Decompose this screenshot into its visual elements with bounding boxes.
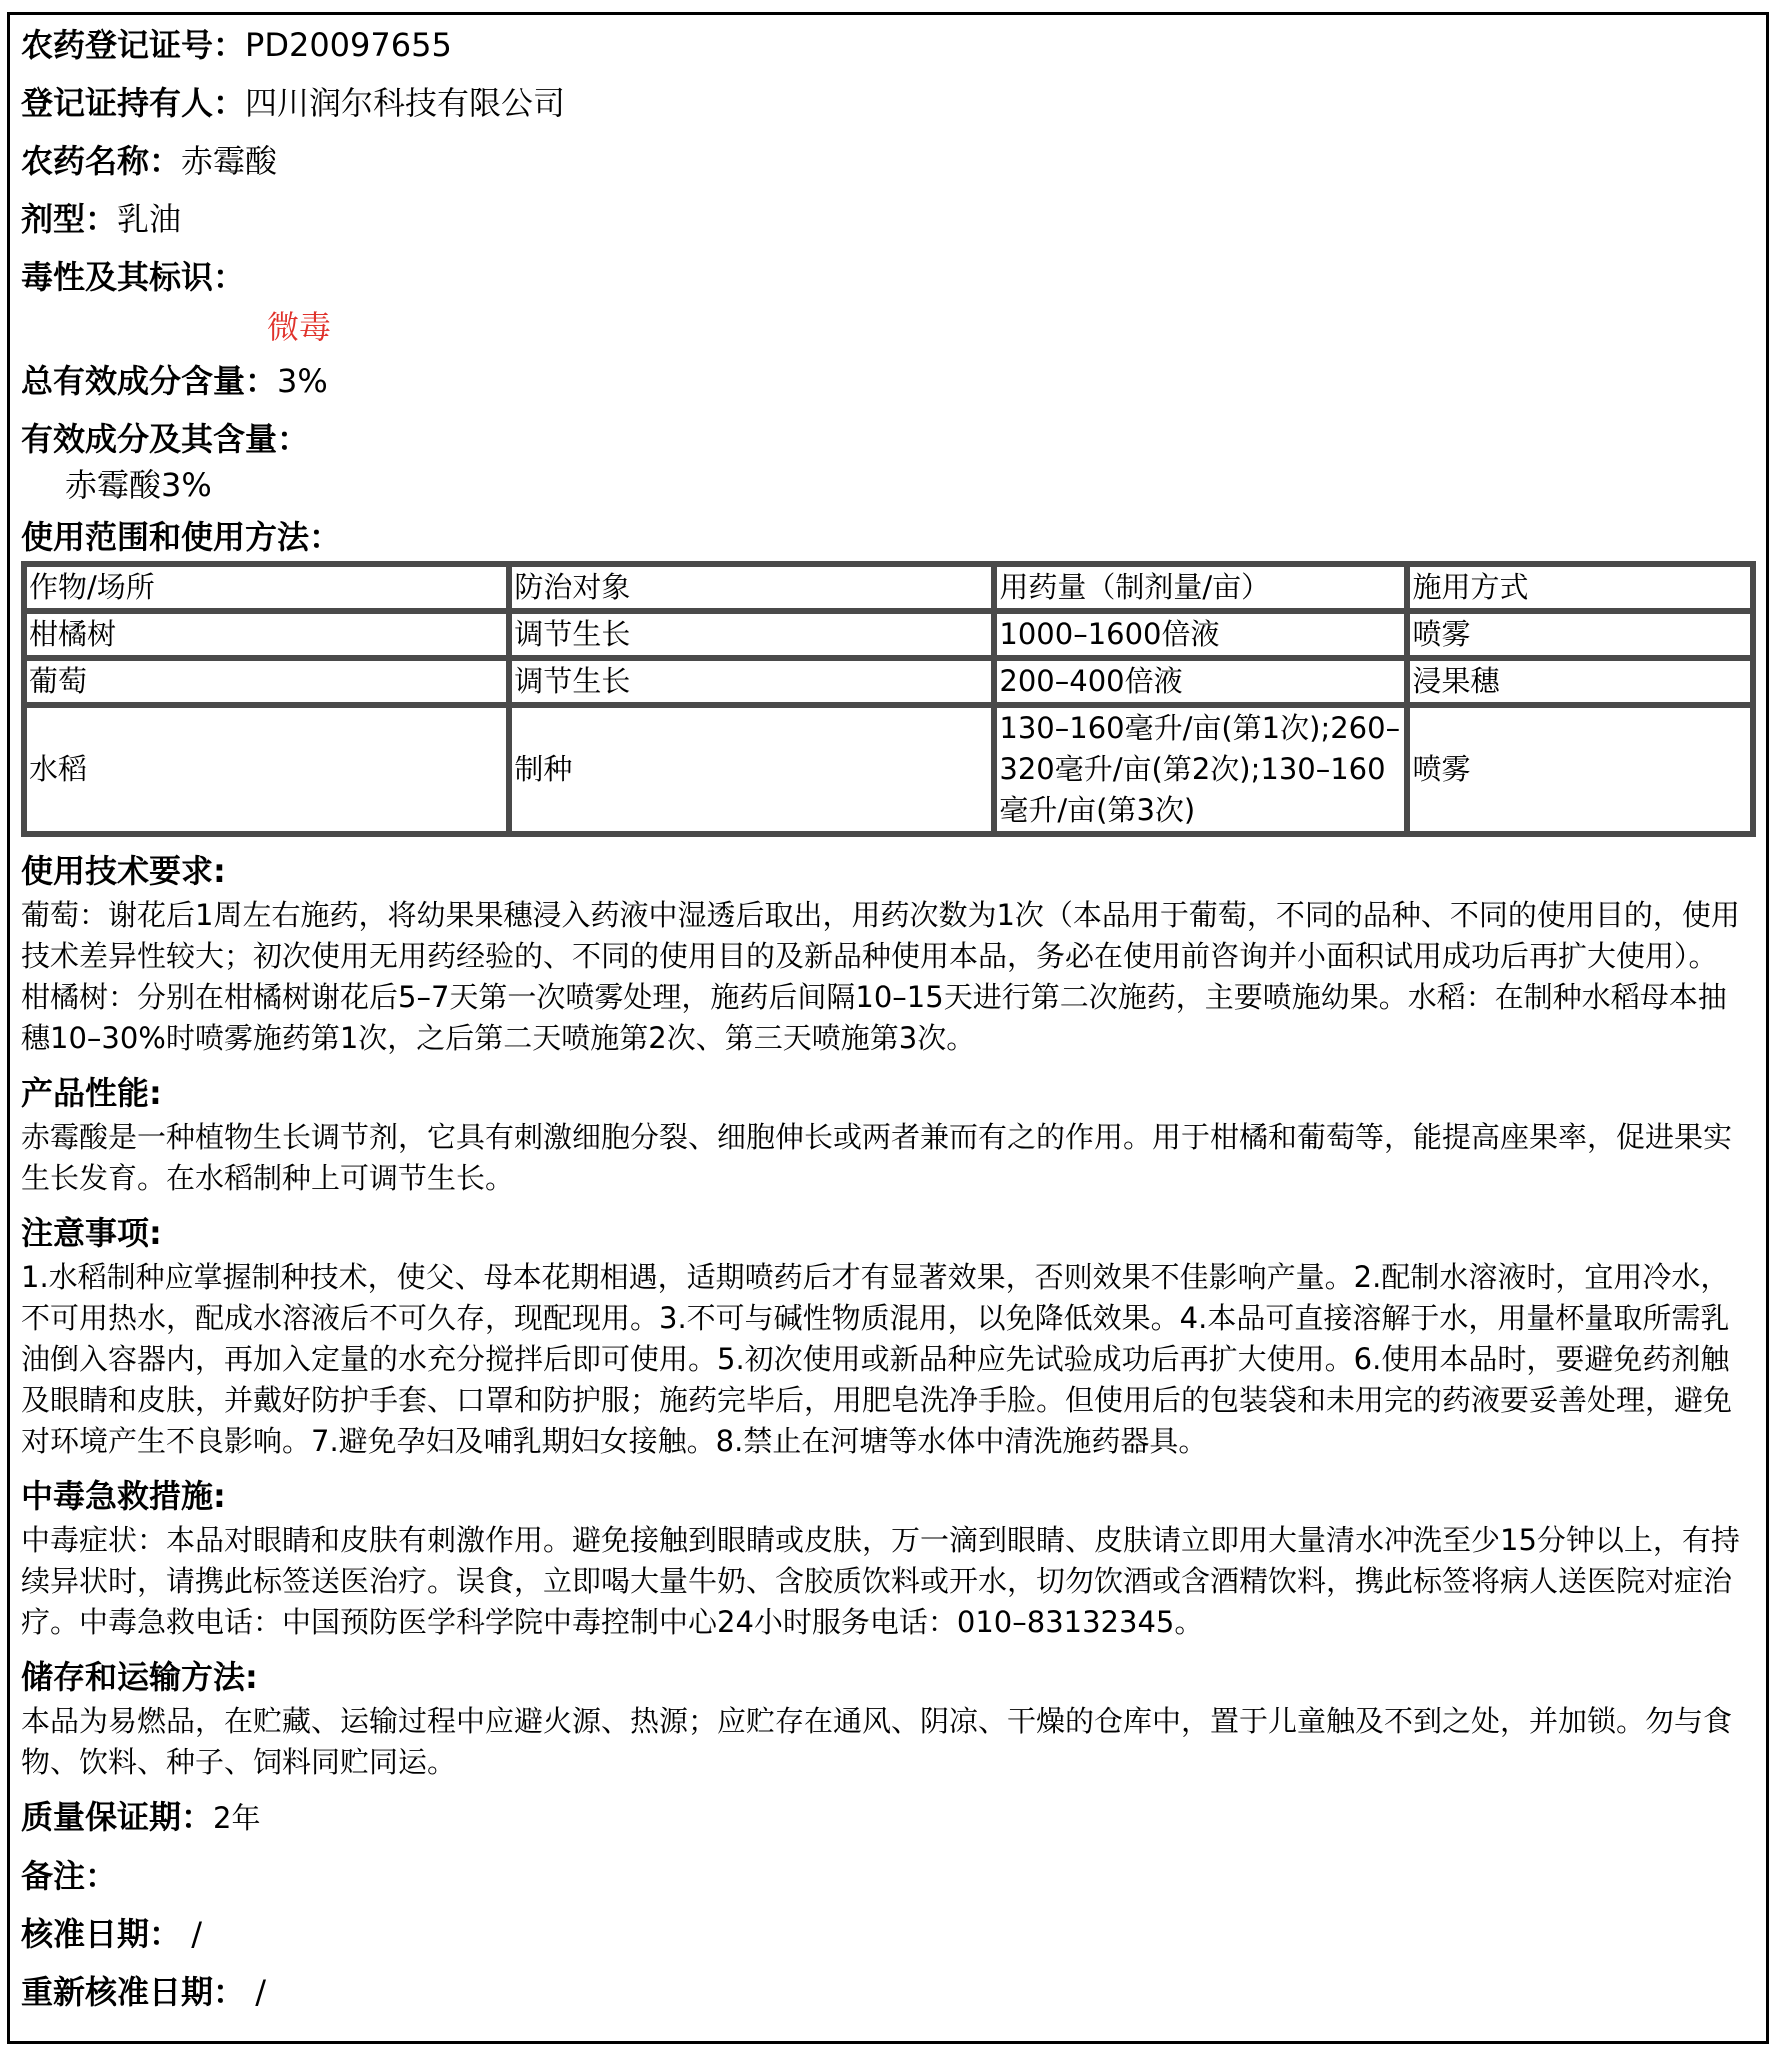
field-label: 核准日期： [21, 1915, 182, 1953]
field-name [21, 141, 1754, 181]
field-value: 乳油 [117, 200, 182, 238]
usage-table [21, 561, 1756, 837]
field-value: / [181, 1915, 202, 1953]
field-approval-date [21, 1914, 1754, 1954]
field-ingredients [21, 419, 1754, 459]
section-title-storage: 储存和运输方法: [21, 1658, 258, 1696]
toxicity-badge: 微毒 [267, 308, 332, 346]
field-label: 登记证持有人： [21, 84, 246, 122]
table-row [24, 705, 1753, 834]
field-value: 赤霉酸 [181, 142, 278, 180]
field-label: 质量保证期： [21, 1798, 214, 1836]
field-toxicity [21, 257, 1754, 297]
section-body-tech: 葡萄：谢花后1周左右施药，将幼果果穗浸入药液中湿透后取出，用药次数为1次（本品用于葡萄，不同的品种、不同的使用目的，使用技术差异性较大；初次使用无用药经验的、不同的使用目的及新品种使用本品，务必在使用前咨询并小面积试用成功后再扩大使用）。 柑橘树：分别在柑橘树谢花后5–7天第一次喷雾处理，施药后间隔10–15天进行第二次施药，主要喷施幼果。水稻：在制种水稻母本抽穗10–30%时喷雾施药第1次，之后第二天喷施第2次、第三天喷施第3次。 [21, 898, 1740, 1055]
table-cell: 喷雾 [1407, 611, 1753, 658]
usage-title-text: 使用范围和使用方法： [21, 518, 342, 556]
table-cell: 喷雾 [1407, 705, 1753, 834]
field-reapproval-date [21, 1972, 1754, 2012]
table-header-cell: 施用方式 [1407, 564, 1753, 611]
section-body-first-aid: 中毒症状：本品对眼睛和皮肤有刺激作用。避免接触到眼睛或皮肤，万一滴到眼睛、皮肤请立即用大量清水冲洗至少15分钟以上，有持续异状时，请携此标签送医治疗。误食，立即喝大量牛奶、含胶质饮料或开水，切勿饮酒或含酒精饮料，携此标签将病人送医院对症治疗。中毒急救电话：中国预防医学科学院中毒控制中心24小时服务电话：010–83132345。 [21, 1523, 1740, 1639]
field-total-content [21, 361, 1754, 401]
table-row [24, 658, 1753, 705]
field-holder [21, 83, 1754, 123]
table-cell: 调节生长 [509, 611, 994, 658]
table-cell: 调节生长 [509, 658, 994, 705]
table-cell: 水稻 [24, 705, 509, 834]
table-cell: 葡萄 [24, 658, 509, 705]
field-label: 重新核准日期： [21, 1973, 246, 2011]
ingredients-value: 赤霉酸3% [65, 466, 212, 504]
field-label: 毒性及其标识： [21, 258, 246, 296]
field-value: 四川润尔科技有限公司 [245, 84, 566, 122]
field-formulation [21, 199, 1754, 239]
section-title-first-aid: 中毒急救措施: [21, 1477, 226, 1515]
field-label: 有效成分及其含量： [21, 420, 310, 458]
section-body-notes: 1.水稻制种应掌握制种技术，使父、母本花期相遇，适期喷药后才有显著效果，否则效果不佳影响产量。2.配制水溶液时，宜用冷水，不可用热水，配成水溶液后不可久存，现配现用。3.不可与碱性物质混用，以免降低效果。4.本品可直接溶解于水，用量杯量取所需乳油倒入容器内，再加入定量的水充分搅拌后即可使用。5.初次使用或新品种应先试验成功后再扩大使用。6.使用本品时，要避免药剂触及眼睛和皮肤，并戴好防护手套、口罩和防护服；施药完毕后，用肥皂洗净手脸。但使用后的包装袋和未用完的药液要妥善处理，避免对环境产生不良影响。7.避免孕妇及哺乳期妇女接触。8.禁止在河塘等水体中清洗施药器具。 [21, 1260, 1733, 1458]
field-shelf-life [21, 1797, 1754, 1838]
table-header-cell: 用药量（制剂量/亩） [994, 564, 1407, 611]
section-body-performance: 赤霉酸是一种植物生长调节剂，它具有刺激细胞分裂、细胞伸长或两者兼而有之的作用。用于柑橘和葡萄等，能提高座果率，促进果实生长发育。在水稻制种上可调节生长。 [21, 1120, 1733, 1195]
field-value: 2年 [213, 1801, 261, 1835]
table-cell: 制种 [509, 705, 994, 834]
table-cell: 200–400倍液 [994, 658, 1407, 705]
table-header-row [24, 564, 1753, 611]
table-cell: 浸果穗 [1407, 658, 1753, 705]
usage-title [21, 517, 1754, 557]
field-value: 3% [277, 362, 328, 400]
table-header-cell: 防治对象 [509, 564, 994, 611]
field-label: 备注： [21, 1857, 118, 1895]
section-title-performance: 产品性能: [21, 1074, 162, 1112]
field-label: 剂型： [21, 200, 118, 238]
field-label: 农药登记证号： [21, 26, 246, 64]
section-title-notes: 注意事项: [21, 1214, 162, 1252]
table-cell: 130–160毫升/亩(第1次);260–320毫升/亩(第2次);130–160毫升/亩(第3次) [994, 705, 1407, 834]
field-reg-no [21, 25, 1754, 65]
field-value: / [245, 1973, 266, 2011]
table-header-cell: 作物/场所 [24, 564, 509, 611]
pesticide-registration-document [7, 12, 1769, 2044]
field-label: 农药名称： [21, 142, 182, 180]
section-title-tech: 使用技术要求: [21, 852, 226, 890]
table-row [24, 611, 1753, 658]
table-cell: 1000–1600倍液 [994, 611, 1407, 658]
table-cell: 柑橘树 [24, 611, 509, 658]
field-label: 总有效成分含量： [21, 362, 278, 400]
section-body-storage: 本品为易燃品，在贮藏、运输过程中应避火源、热源；应贮存在通风、阴凉、干燥的仓库中，置于儿童触及不到之处，并加锁。勿与食物、饮料、种子、饲料同贮同运。 [21, 1704, 1733, 1779]
field-remarks [21, 1856, 1754, 1896]
field-value: PD20097655 [245, 26, 452, 64]
